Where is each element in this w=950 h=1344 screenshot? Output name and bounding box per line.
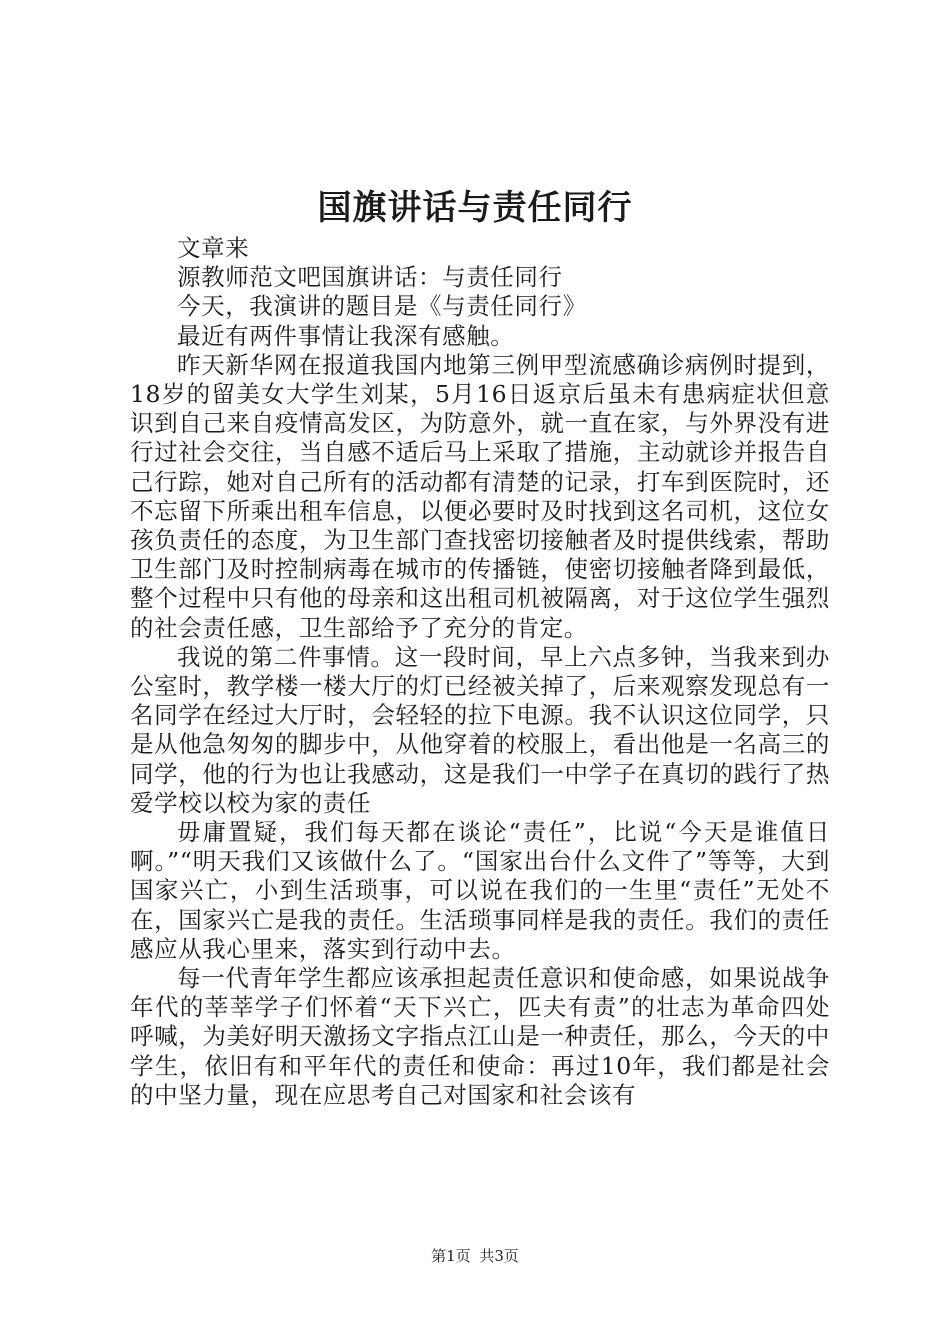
- paragraph: 我说的第二件事情。这一段时间，早上六点多钟，当我来到办公室时，教学楼一楼大厅的灯已经被关掉了，后来观察发现总有一名同学在经过大厅时，会轻轻的拉下电源。我不认识这位同学，只是从他急匆匆的脚步中，从他穿着的校服上，看出他是一名高三的同学，他的行为也让我感动，这是我们一中学子在真切的践行了热爱学校以校为家的责任: [130, 642, 830, 817]
- paragraph: 昨天新华网在报道我国内地第三例甲型流感确诊病例时提到，18岁的留美女大学生刘某，5月16日返京后虽未有患病症状但意识到自己来自疫情高发区，为防意外，就一直在家，与外界没有进行过社会交往，当自感不适后马上采取了措施，主动就诊并报告自己行踪，她对自己所有的活动都有清楚的记录，打车到医院时，还不忘留下所乘出租车信息，以便必要时及时找到这名司机，这位女孩负责任的态度，为卫生部门查找密切接触者及时提供线索，帮助卫生部门及时控制病毒在城市的传播链，使密切接触者降到最低，整个过程中只有他的母亲和这出租司机被隔离，对于这位学生强烈的社会责任感，卫生部给予了充分的肯定。: [130, 350, 830, 642]
- page-number: 第1页: [431, 1247, 471, 1265]
- document-body: [130, 234, 830, 1110]
- page-footer: [0, 1246, 950, 1266]
- document-title: 国旗讲话与责任同行: [317, 188, 633, 228]
- paragraph: 源教师范文吧国旗讲话：与责任同行: [177, 263, 563, 292]
- paragraph: 今天，我演讲的题目是《与责任同行》: [177, 292, 587, 321]
- paragraph: 文章来: [177, 234, 250, 262]
- paragraph: 毋庸置疑，我们每天都在谈论“责任”，比说“今天是谁值日啊。”“明天我们又该做什么了。“国家出台什么文件了”等等，大到国家兴亡，小到生活琐事，可以说在我们的一生里“责任”无处不在，国家兴亡是我的责任。生活琐事同样是我的责任。我们的责任感应从我心里来，落实到行动中去。: [130, 818, 830, 963]
- paragraph: 每一代青年学生都应该承担起责任意识和使命感，如果说战争年代的莘莘学子们怀着“天下兴亡，匹夫有责”的壮志为革命四处呼喊，为美好明天激扬文字指点江山是一种责任，那么，今天的中学生，依旧有和平年代的责任和使命：再过10年，我们都是社会的中坚力量，现在应思考自己对国家和社会该有: [130, 964, 830, 1109]
- page-total: 共3页: [479, 1247, 519, 1265]
- paragraph: 最近有两件事情让我深有感触。: [177, 321, 515, 350]
